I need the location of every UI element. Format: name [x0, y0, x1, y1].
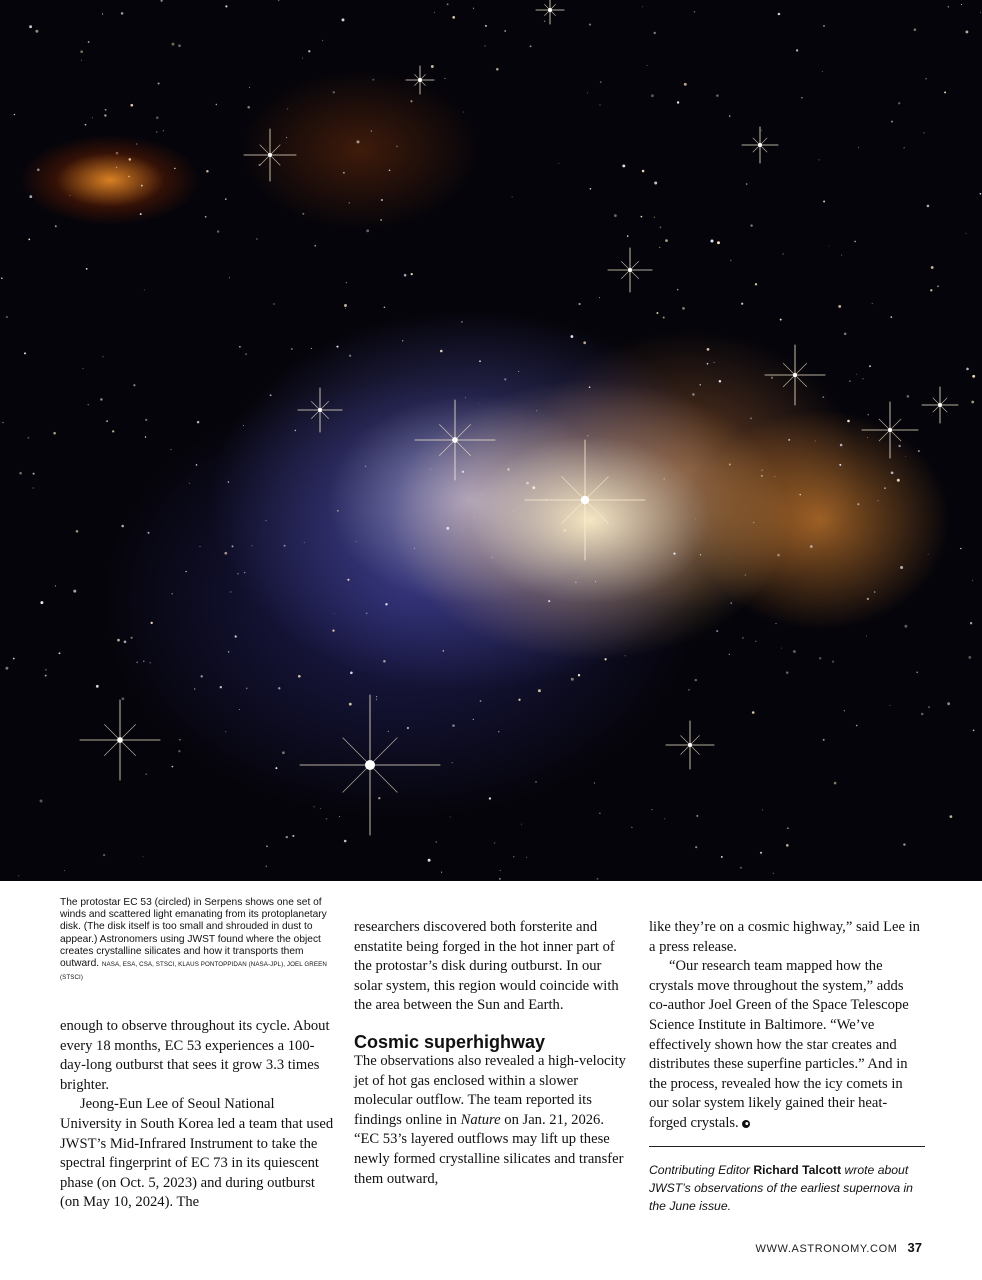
photo-credit: NASA, ESA, CSA, STSCI, KLAUS PONTOPPIDAN (NASA-JPL), JOEL GREEN (STSCI) — [60, 961, 327, 982]
section-subhead: Cosmic superhighway — [354, 1031, 546, 1052]
end-of-article-icon — [742, 1120, 750, 1128]
paragraph: enough to observe throughout its cycle. About every 18 months, EC 53 experiences a 100-day-long outburst that sees it grow 3.3 times brighter. — [60, 1018, 330, 1093]
paragraph — [354, 1052, 630, 1189]
paragraph: like they’re on a cosmic highway,” said Lee in a press release. — [649, 919, 920, 955]
bio-suffix: wrote about JWST’s observations of the earliest supernova in the June issue. — [649, 1162, 913, 1213]
text-column-3 — [649, 918, 925, 1215]
author-bio — [649, 1161, 925, 1215]
page-footer — [756, 1240, 922, 1255]
text-column-2 — [354, 918, 630, 1189]
paragraph-text: “Our research team mapped how the crystals move throughout the system,” adds co-author Joel Green of the Space Telescope Science Institute in Baltimore. “We’ve effectively shown how the star creates and distributes these superfine particles.” And in the process, revealed how the icy comets in our solar system likely gained their heat-forged crystals. — [649, 958, 909, 1131]
paragraph-text: on Jan. 21, 2026. “EC 53’s layered outflows may lift up these newly formed crystalline silicates and transfer them outward, — [354, 1111, 624, 1187]
paragraph — [649, 957, 925, 1133]
text-column-1 — [60, 1017, 335, 1213]
paragraph: Jeong-Eun Lee of Seoul National University in South Korea led a team that used JWST’s Mid-Infrared Instrument to take the spectral fingerprint of EC 73 in its quiescent phase (on Oct. 5, 2023) and during outburst (on May 10, 2024). The — [60, 1096, 334, 1211]
journal-name: Nature — [460, 1111, 501, 1128]
caption-text: The protostar EC 53 (circled) in Serpens shows one set of winds and scattered light emanating from its protoplanetary disk. (The disk itself is too small and shrouded in dust to appear.) Astronomers using JWST found where the object creates crystalline silicates and how it transports them outward. — [60, 897, 327, 970]
bio-prefix: Contributing Editor — [649, 1162, 754, 1177]
website-url: WWW.ASTRONOMY.COM — [755, 1243, 898, 1255]
divider-rule — [649, 1146, 925, 1147]
author-name: Richard Talcott — [753, 1162, 842, 1177]
paragraph-text: The observations also revealed a high-velocity jet of hot gas enclosed within a slower molecular outflow. The team reported its findings online in — [354, 1052, 626, 1128]
paragraph: researchers discovered both forsterite and enstatite being forged in the hot inner part of the protostar’s disk during outburst. In our solar system, this region would coincide with the area between the Sun and Earth. — [354, 919, 619, 1014]
image-caption — [60, 897, 332, 984]
page-number: 37 — [907, 1240, 922, 1255]
